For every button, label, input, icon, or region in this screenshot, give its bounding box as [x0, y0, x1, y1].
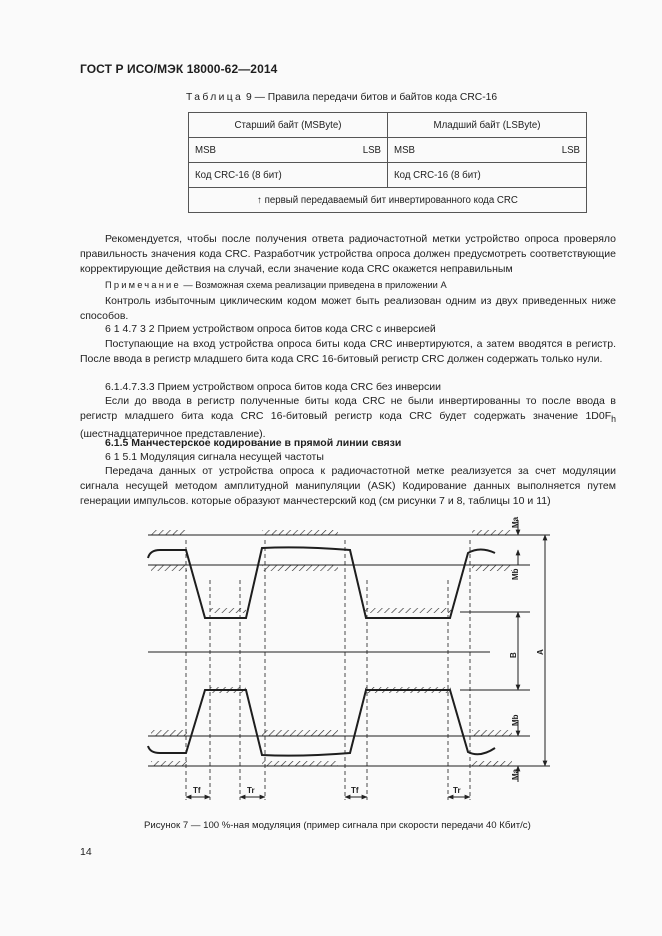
note-text: — Возможная схема реализации приведена в приложении А: [180, 280, 447, 290]
figure-labels: [193, 516, 545, 795]
label-a: A: [536, 649, 545, 655]
paragraph-without-inversion-text: Если до ввода в регистр полученные биты кода CRC не были инвертированны то после ввода в регистр младшего бита кода CRC 16-битовый регистр кода CRC будет содержать значение 1D0F: [80, 395, 616, 422]
clause-heading-without-inversion: 6.1.4.7.3.3 Прием устройством опроса битов кода CRC без инверсии: [105, 381, 442, 393]
paragraph-ask-modulation: Передача данных от устройства опроса к радиочастотной метке реализуется за счет модуляции сигнала несущей методом амплитудной манипуляции (ASK) Кодирование данных выполняется путем генерации импульсов. которые образуют манчестерский код (см рисунки 7 и 8, таблицы 10 и 11): [80, 465, 616, 507]
label-tf-1: Tf: [193, 786, 201, 795]
figure-caption: Рисунок 7 — 100 %-ная модуляция (пример сигнала при скорости передачи 40 Кбит/с): [144, 820, 531, 831]
msb-label: MSB: [195, 144, 216, 156]
section-heading-manchester: 6.1.5 Манчестерское кодирование в прямой линии связи: [105, 437, 402, 449]
lsb-label: LSB: [561, 144, 580, 156]
table-head-msbyte: Старший байт (MSByte): [189, 113, 388, 138]
table-caption-title: 9 — Правила передачи битов и байтов кода CRC-16: [243, 92, 498, 103]
table-footnote: ↑ первый передаваемый бит инвертированного кода CRC: [189, 188, 587, 213]
msb-label: MSB: [394, 144, 415, 156]
table-cell-code-low: Код CRC-16 (8 бит): [388, 163, 587, 188]
paragraph-without-inversion-end: (шестнадцатеричное представление).: [80, 428, 266, 441]
page-number: 14: [80, 846, 92, 858]
table-cell-code-high: Код CRC-16 (8 бит): [189, 163, 388, 188]
paragraph-recommendation: Рекомендуется, чтобы после получения ответа радиочастотной метки устройство опроса проверяло правильность значения кода CRC. Разработчик устройства опроса должен предусмотреть соответствующие корректирующие действия на случай, если значение кода CRC окажется неправильным: [80, 233, 616, 275]
clause-heading-with-inversion: 6 1 4.7 3 2 Прием устройством опроса битов кода CRC с инверсией: [105, 323, 436, 335]
label-ma-bottom: Ma: [511, 768, 520, 780]
hex-subscript: h: [611, 414, 616, 425]
lsb-label: LSB: [362, 144, 381, 156]
label-ma-top: Ma: [511, 516, 520, 528]
label-tr-2: Tr: [453, 786, 461, 795]
note-label: Примечание: [105, 280, 181, 290]
document-header: ГОСТ Р ИСО/МЭК 18000-62—2014: [80, 62, 278, 76]
table-head-lsbyte: Младший байт (LSByte): [388, 113, 587, 138]
paragraph-with-inversion: Поступающие на вход устройства опроса биты кода CRC инвертируются, а затем вводятся в регистр. После ввода в регистр младшего бита кода CRC 16-битовый регистр CRC должен содержать только нули.: [80, 338, 616, 365]
paragraph-crc-methods: Контроль избыточным циклическим кодом может быть реализован одним из двух приведенных ниже способов.: [80, 295, 616, 322]
label-b: B: [509, 652, 518, 658]
label-tf-2: Tf: [351, 786, 359, 795]
table-caption-label: Таблица: [186, 92, 244, 103]
subsection-heading-modulation: 6 1 5.1 Модуляция сигнала несущей частоты: [105, 451, 324, 463]
label-mb-bottom: Mb: [511, 714, 520, 726]
label-mb-top: Mb: [511, 568, 520, 580]
label-tr-1: Tr: [247, 786, 255, 795]
